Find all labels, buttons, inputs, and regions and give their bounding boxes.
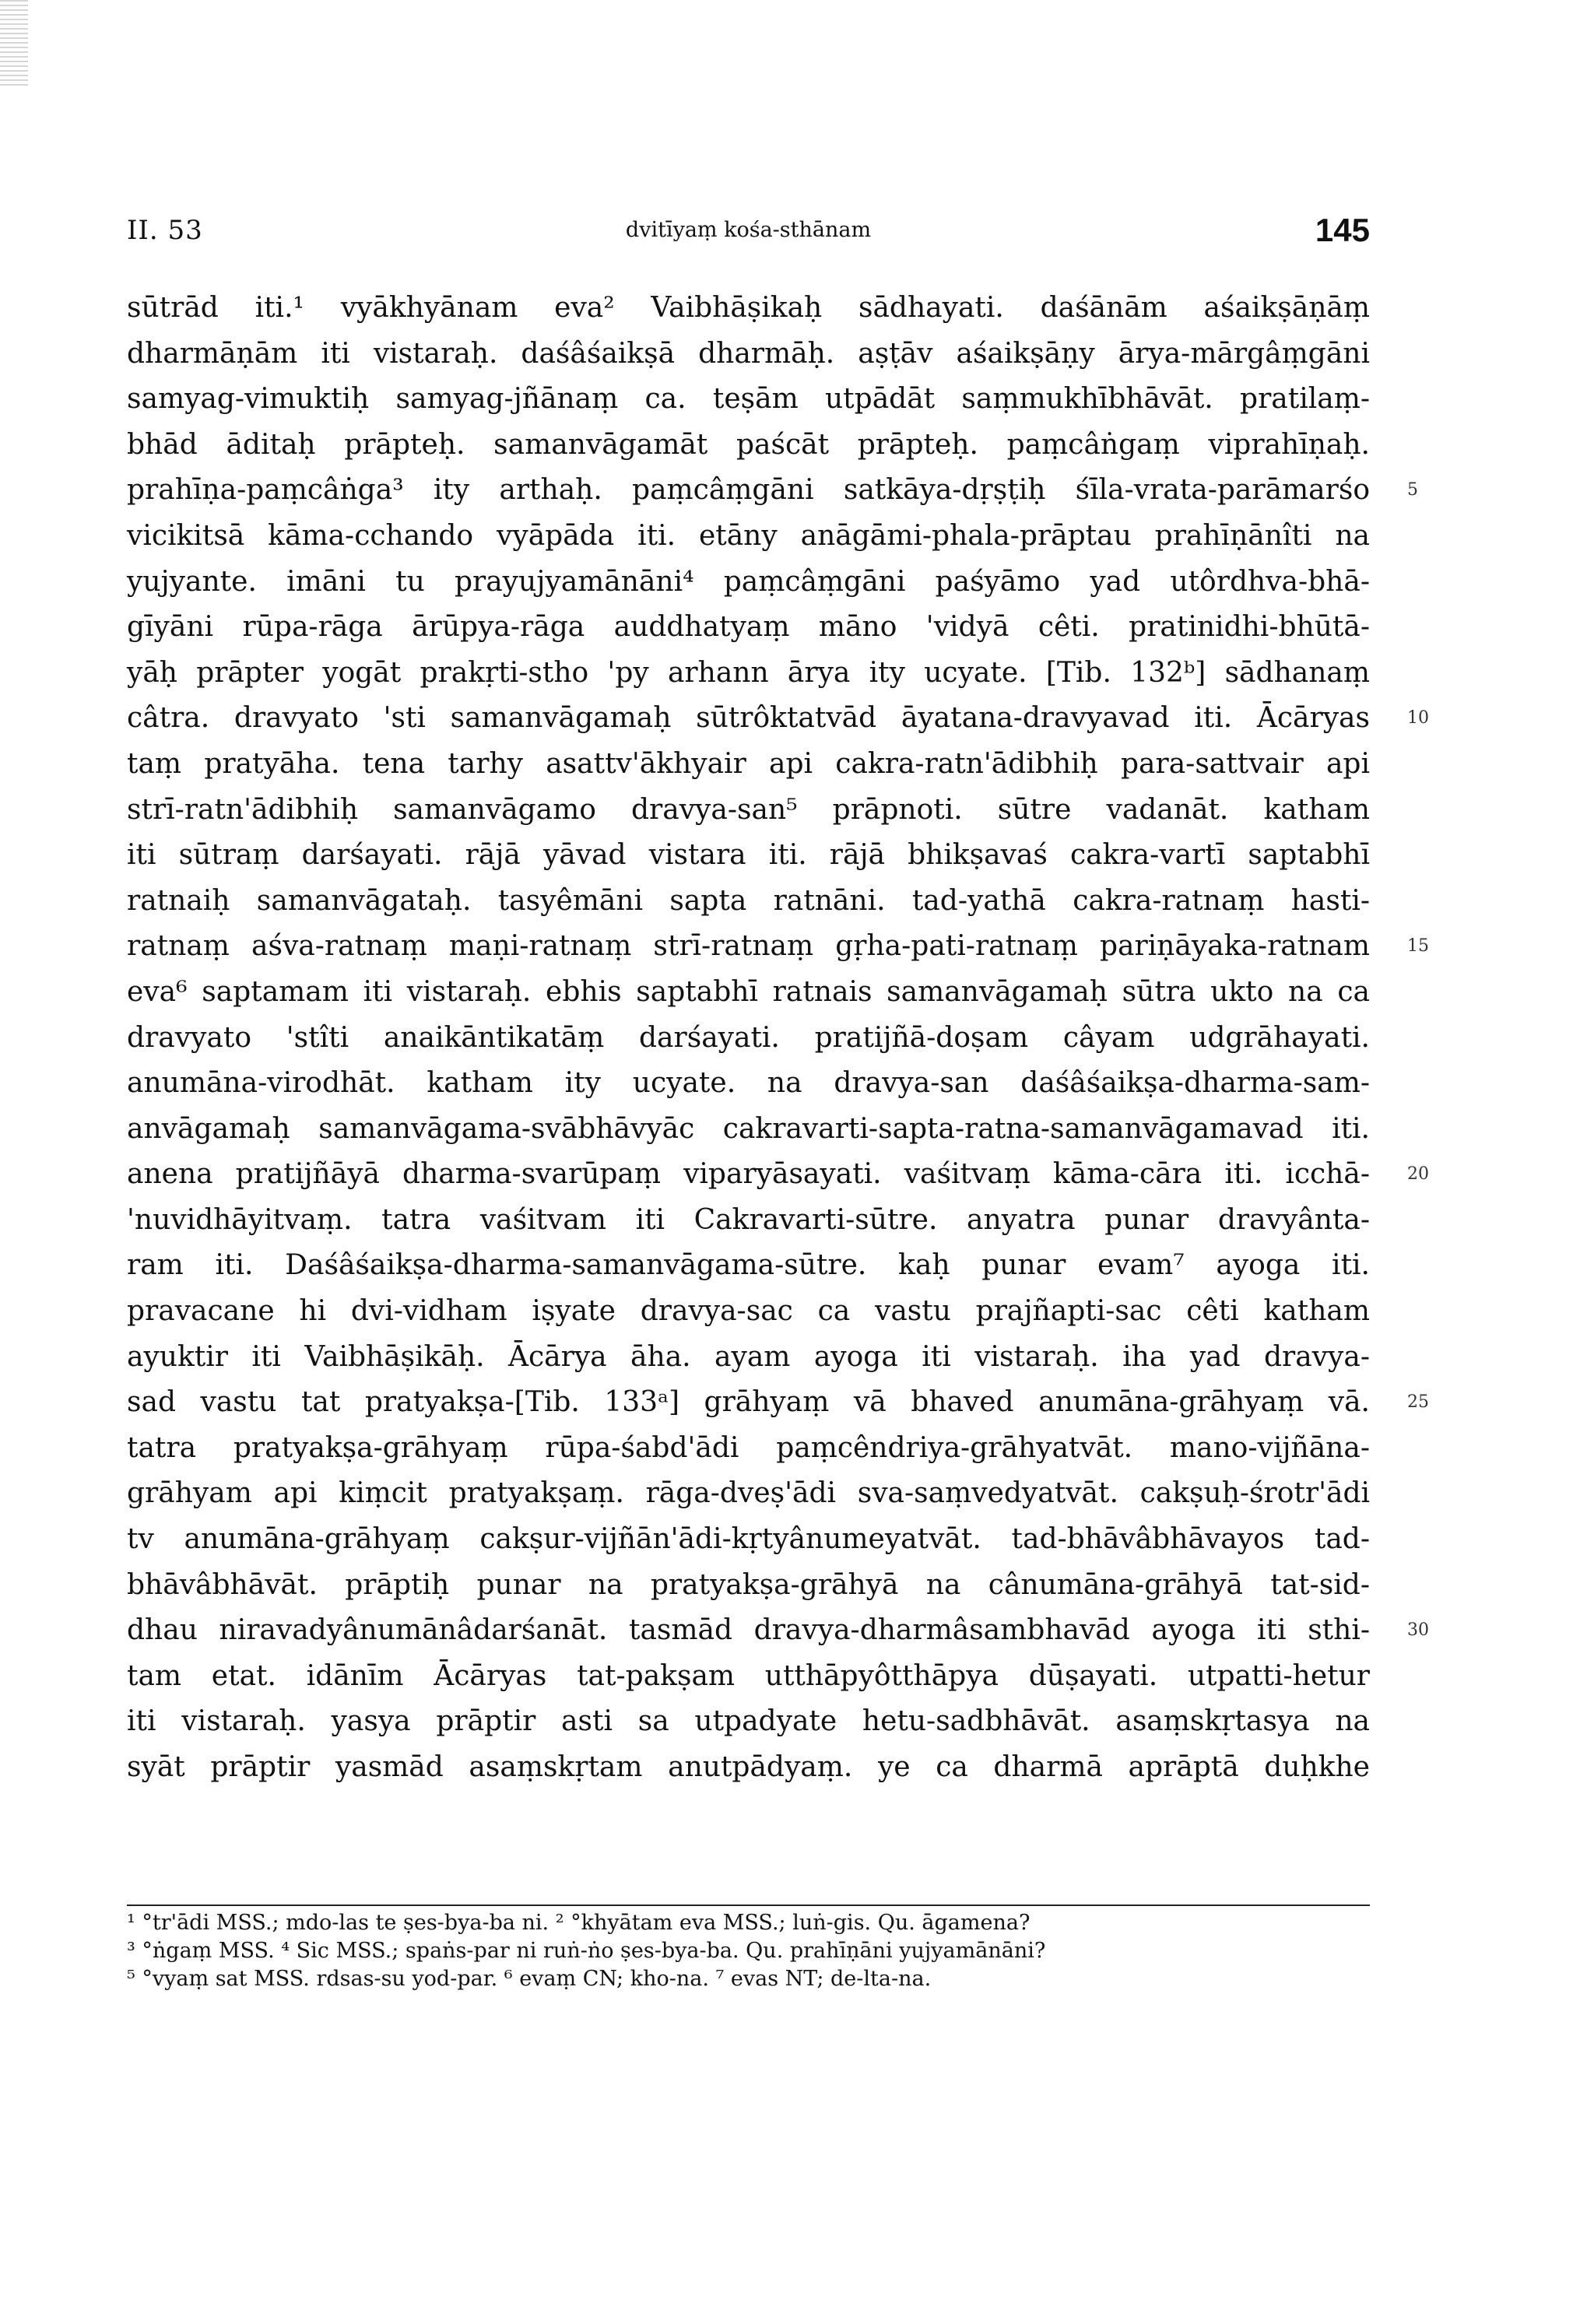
text-line	[127, 605, 1370, 651]
text-line	[127, 1289, 1370, 1335]
text-line	[127, 1016, 1370, 1062]
line-text: ayuktir iti Vaibhāṣikāḥ. Ācārya āha. ayam ayoga iti vistaraḥ. iha yad dravya-	[127, 1340, 1370, 1373]
line-text: tv anumāna-grāhyaṃ cakṣur-vijñān'ādi-kṛtyânumeyatvāt. tad-bhāvâbhāvayos tad-	[127, 1523, 1370, 1556]
text-line	[127, 1198, 1370, 1244]
line-number: 15	[1407, 936, 1429, 957]
footnote-line: ¹ °tr'ādi MSS.; mdo-las te ṣes-bya-ba ni. ² °khyātam eva MSS.; luṅ-gis. Qu. āgamena?	[127, 1911, 1031, 1935]
line-text: syāt prāptir yasmād asaṃskṛtam anutpādyaṃ. ye ca dharmā aprāptā duḥkhe	[127, 1751, 1370, 1783]
text-line	[127, 332, 1370, 377]
text-line	[127, 423, 1370, 469]
text-line	[127, 1745, 1370, 1791]
footnote-line: ³ °ṅgaṃ MSS. ⁴ Sic MSS.; spaṅs-par ni ruṅ-ṅo ṣes-bya-ba. Qu. prahīṇāni yujyamānāni?	[127, 1939, 1046, 1963]
text-line	[127, 651, 1370, 697]
line-text: ratnaṃ aśva-ratnaṃ maṇi-ratnaṃ strī-ratnaṃ gṛha-pati-ratnaṃ pariṇāyaka-ratnam	[127, 930, 1370, 963]
text-line	[127, 514, 1370, 560]
text-line	[127, 1152, 1429, 1198]
page-header	[127, 212, 1370, 254]
text-line	[127, 879, 1370, 925]
footnote-line: ⁵ °vyaṃ sat MSS. rdsas-su yod-par. ⁶ evaṃ CN; kho-na. ⁷ evas NT; de-lta-na.	[127, 1967, 932, 1991]
line-text: tam etat. idānīm Ācāryas tat-pakṣam utthāpyôtthāpya dūṣayati. utpatti-hetur	[127, 1659, 1370, 1692]
running-title: dvitīyaṃ kośa-sthānam	[625, 218, 872, 242]
line-text: câtra. dravyato 'sti samanvāgamaḥ sūtrôktatvād āyatana-dravyavad iti. Ācāryas	[127, 702, 1370, 735]
text-line	[127, 1654, 1370, 1700]
text-line	[127, 377, 1370, 423]
line-text: iti vistaraḥ. yasya prāptir asti sa utpadyate hetu-sadbhāvāt. asaṃskṛtasya na	[127, 1705, 1370, 1738]
line-text: anena pratijñāyā dharma-svarūpaṃ viparyāsayati. vaśitvaṃ kāma-cāra iti. icchā-	[127, 1158, 1370, 1191]
line-text: dravyato 'stîti anaikāntikatāṃ darśayati. pratijñā-doṣam câyam udgrāhayati.	[127, 1021, 1370, 1054]
line-text: iti sūtraṃ darśayati. rājā yāvad vistara iti. rājā bhikṣavaś cakra-vartī saptabhī	[127, 839, 1370, 872]
text-line	[127, 970, 1370, 1016]
line-text: taṃ pratyāha. tena tarhy asattv'ākhyair api cakra-ratn'ādibhiḥ para-sattvair api	[127, 747, 1370, 780]
text-line	[127, 560, 1370, 606]
line-text: bhād āditaḥ prāpteḥ. samanvāgamāt paścāt prāpteḥ. paṃcâṅgaṃ viprahīṇaḥ.	[127, 428, 1370, 461]
line-number: 30	[1407, 1620, 1429, 1641]
text-line	[127, 1061, 1370, 1107]
line-text: yāḥ prāpter yogāt prakṛti-stho 'py arhann ārya ity ucyate. [Tib. 132ᵇ] sādhanaṃ	[127, 656, 1370, 689]
line-text: ratnaiḥ samanvāgataḥ. tasyêmāni sapta ratnāni. tad-yathā cakra-ratnaṃ hasti-	[127, 884, 1370, 917]
line-text: prahīṇa-paṃcâṅga³ ity arthaḥ. paṃcâṃgāni satkāya-dṛṣṭiḥ śīla-vrata-parāmarśo	[127, 474, 1370, 507]
footnote-rule	[127, 1904, 1370, 1906]
text-line	[127, 1107, 1370, 1153]
line-text: grāhyam api kiṃcit pratyakṣaṃ. rāga-dveṣ'ādi sva-saṃvedyatvāt. cakṣuḥ-śrotr'ādi	[127, 1477, 1370, 1510]
line-text: gīyāni rūpa-rāga ārūpya-rāga auddhatyaṃ māno 'vidyā cêti. pratinidhi-bhūtā-	[127, 611, 1370, 644]
text-line	[127, 1380, 1429, 1426]
line-number: 20	[1407, 1164, 1429, 1185]
text-line	[127, 468, 1418, 514]
text-line	[127, 1608, 1429, 1654]
line-text: tatra pratyakṣa-grāhyaṃ rūpa-śabd'ādi paṃcêndriya-grāhyatvāt. mano-vijñāna-	[127, 1431, 1370, 1464]
text-line	[127, 1471, 1370, 1517]
scan-artifact	[0, 0, 28, 86]
line-text: sūtrād iti.¹ vyākhyānam eva² Vaibhāṣikaḥ sādhayati. daśānām aśaikṣāṇāṃ	[127, 292, 1370, 324]
line-text: eva⁶ saptamam iti vistaraḥ. ebhis saptabhī ratnais samanvāgamaḥ sūtra ukto na ca	[127, 975, 1370, 1008]
line-text: yujyante. imāni tu prayujyamānāni⁴ paṃcâṃgāni paśyāmo yad utôrdhva-bhā-	[127, 565, 1370, 598]
page-number: 145	[1315, 212, 1370, 248]
text-line	[127, 1563, 1370, 1609]
text-line	[127, 924, 1429, 970]
section-reference: II. 53	[127, 215, 203, 246]
line-text: dhau niravadyânumānâdarśanāt. tasmād dravya-dharmâsambhavād ayoga iti sthi-	[127, 1614, 1370, 1647]
text-line	[127, 286, 1370, 332]
line-text: sad vastu tat pratyakṣa-[Tib. 133ᵃ] grāhyaṃ vā bhaved anumāna-grāhyaṃ vā.	[127, 1386, 1370, 1419]
line-text: vicikitsā kāma-cchando vyāpāda iti. etāny anāgāmi-phala-prāptau prahīṇānîti na	[127, 519, 1370, 552]
line-text: anumāna-virodhāt. katham ity ucyate. na dravya-san daśâśaikṣa-dharma-sam-	[127, 1067, 1370, 1100]
line-text: dharmāṇām iti vistaraḥ. daśâśaikṣā dharmāḥ. aṣṭāv aśaikṣāṇy ārya-mārgâṃgāni	[127, 337, 1370, 370]
text-line	[127, 1426, 1370, 1472]
line-text: anvāgamaḥ samanvāgama-svābhāvyāc cakravarti-sapta-ratna-samanvāgamavad iti.	[127, 1112, 1370, 1145]
footnotes	[127, 1909, 1370, 1993]
line-number: 10	[1407, 708, 1429, 728]
text-line	[127, 1699, 1370, 1745]
text-line	[127, 1243, 1370, 1289]
line-text: bhāvâbhāvāt. prāptiḥ punar na pratyakṣa-grāhyā na cânumāna-grāhyā tat-sid-	[127, 1568, 1370, 1601]
text-line	[127, 696, 1429, 742]
line-number: 5	[1407, 480, 1418, 500]
line-text: strī-ratn'ādibhiḥ samanvāgamo dravya-san⁵ prāpnoti. sūtre vadanāt. katham	[127, 793, 1370, 826]
main-text	[127, 286, 1429, 1791]
line-text: ram iti. Daśâśaikṣa-dharma-samanvāgama-sūtre. kaḥ punar evam⁷ ayoga iti.	[127, 1249, 1370, 1282]
line-text: pravacane hi dvi-vidham iṣyate dravya-sac ca vastu prajñapti-sac cêti katham	[127, 1295, 1370, 1328]
line-text: 'nuvidhāyitvaṃ. tatra vaśitvam iti Cakravarti-sūtre. anyatra punar dravyânta-	[127, 1203, 1370, 1236]
text-line	[127, 742, 1370, 788]
text-line	[127, 833, 1370, 879]
text-line	[127, 1335, 1370, 1381]
line-number: 25	[1407, 1392, 1429, 1413]
line-text: samyag-vimuktiḥ samyag-jñānaṃ ca. teṣām utpādāt saṃmukhībhāvāt. pratilaṃ-	[127, 383, 1370, 416]
text-line	[127, 788, 1370, 834]
text-line	[127, 1517, 1370, 1563]
